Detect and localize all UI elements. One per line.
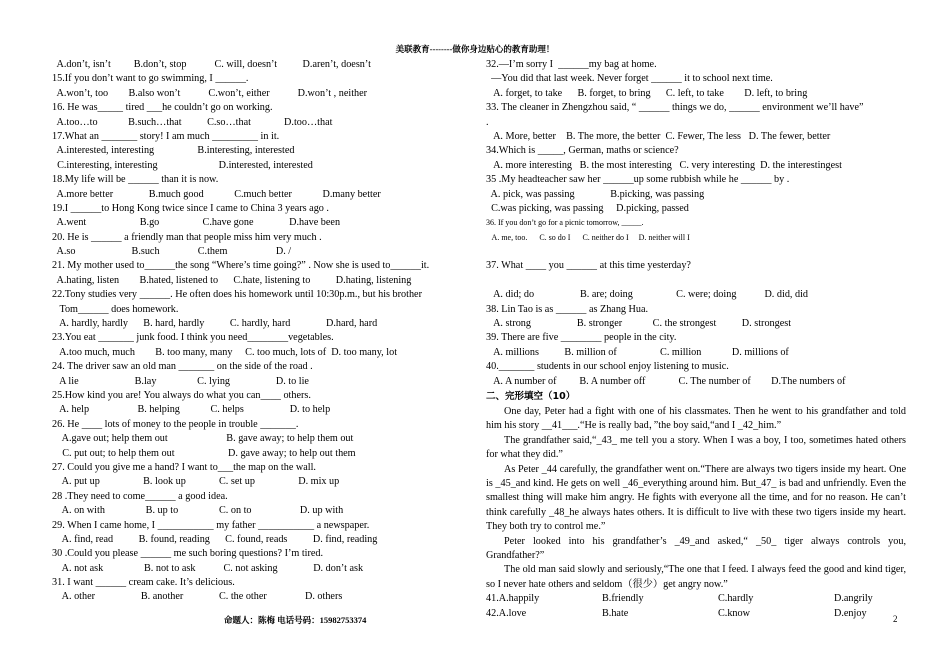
question-line: 35 .My headteacher saw her ______up some rubbish while he ______ by . [486,174,790,186]
right-column [486,58,906,621]
question-line: A.too much, much B. too many, many C. too much, lots of D. too many, lot [52,346,398,358]
question-line: A.don’t, isn’t B.don’t, stop C. will, doesn’t D.aren’t, doesn’t [52,59,371,70]
question-line: —You did that last week. Never forget ______ it to school next time. [486,73,773,85]
question-line: A. A number of B. A number off C. The number of D.The numbers of [486,375,846,387]
question-line: C.interesting, interesting D.interested, interested [52,159,313,171]
question-line: 32.—I’m sorry I ______my bag at home. [486,59,657,70]
question-line: A. me, too. C. so do I C. neither do I D. neither will I [486,232,690,242]
question-line: A.too…to B.such…that C.so…that D.too…that [52,116,333,128]
question-line: A.won’t, too B.also won’t C.won’t, either D.won’t , neither [52,87,368,99]
cloze-paragraph: The old man said slowly and seriously,“The one that I feed. I always feed the good and kind tiger, so I never hate others and seldom（很少）get angry now.” [486,564,906,590]
question-line [486,274,906,288]
question-line: Tom______ does homework. [52,303,179,315]
question-line: 30 .Could you please ______ me such boring questions? I’m tired. [52,548,324,560]
question-line [486,245,906,259]
question-line: 27. Could you give me a hand? I want to___the map on the wall. [52,461,316,473]
question-line: 28 .They need to come______ a good idea. [52,490,228,502]
option-d: D.angrily [834,593,873,605]
question-line: A. pick, was passing B.picking, was passing [486,188,705,200]
cloze-paragraph: One day, Peter had a fight with one of his classmates. Then he went to his grandfather and told him his story __41___.“He is really bad，”the boy said,“and I _42_him.” [486,405,906,432]
question-line: A. More, better B. The more, the better C. Fewer, The less D. The fewer, better [486,130,831,142]
question-line: 31. I want ______ cream cake. It’s delicious. [52,577,235,589]
question-line: 20. He is ______ a friendly man that people miss him very much . [52,231,322,243]
option-row [486,607,906,621]
question-line: A. on with B. up to C. on to D. up with [52,505,344,517]
question-line: A. other B. another C. the other D. others [52,591,343,603]
question-line: 26. He ____ lots of money to the people in trouble _______. [52,418,299,430]
question-line: A. not ask B. not to ask C. not asking D. don’t ask [52,562,364,574]
question-line: 29. When I came home, I ___________ my father ___________ a newspaper. [52,519,370,531]
question-line: A. hardly, hardly B. hard, hardly C. hardly, hard D.hard, hard [52,318,378,330]
question-line: A. millions B. million of C. million D. millions of [486,346,789,358]
option-c: C.hardly [718,593,754,605]
cloze-paragraph: As Peter _44 carefully, the grandfather went on.“There are always two tigers inside my heart. One is _45_and kind. He gets on well _46_everything around him. But_47_ is bad and unfriendly. Even the smallest thing will make him angry. He fights with everyone all the time, and for no reason. He can’t think carefully _48_he always hates others. It is difficult to live with these two tigers inside my heart. They both try to control me.” [486,463,906,533]
question-line: 18.My life will be ______ than it is now. [52,174,219,186]
question-line: 21. My mother used to______the song “Where’s time going?” . Now she is used to______it. [52,260,430,272]
page-header: 美联教育--------做你身边贴心的教育助理！ [395,44,555,54]
question-line: 22.Tony studies very ______. He often does his homework until 10:30p.m., but his brother [52,289,422,301]
question-line: A.interested, interesting B.interesting, interested [52,145,295,157]
question-line: A.more better B.much good C.much better D.many better [52,188,381,200]
option-a: 41.A.happily [486,593,540,605]
question-line: 19.I ______to Hong Kong twice since I came to China 3 years ago . [52,202,329,214]
question-line: 15.If you don’t want to go swimming, I ______. [52,73,249,85]
question-line: A. put up B. look up C. set up D. mix up [52,476,340,488]
question-line: 34.Which is _____, German, maths or science? [486,145,679,157]
question-line: A.went B.go C.have gone D.have been [52,217,341,229]
question-line: A.gave out; help them out B. gave away; to help them out [52,433,354,445]
question-line: A. find, read B. found, reading C. found, reads D. find, reading [52,533,378,545]
question-line: . [486,116,489,128]
question-line: A.so B.such C.them D. / [52,246,292,258]
cloze-paragraph: The grandfather said,“_43_ me tell you a story. When I was a boy, I too, sometimes hated others for what they did.” [486,434,906,461]
question-line: A. strong B. stronger C. the strongest D. strongest [486,318,792,330]
option-row [486,592,906,606]
option-a: 42.A.love [486,607,527,619]
question-line: 25.How kind you are! You always do what you can____ others. [52,389,311,401]
cloze-paragraph: Peter looked into his grandfather’s _49_and asked,“ _50_ tiger always controls you, Grandfather?” [486,535,906,562]
question-line: A. more interesting B. the most interesting C. very interesting D. the interestingest [486,159,842,171]
question-line: A.hating, listen B.hated, listened to C.hate, listening to D.hating, listening [52,274,412,286]
cloze-passage [486,405,906,592]
question-line: A lie B.lay C. lying D. to lie [52,375,309,387]
left-column [52,58,472,605]
questions-32-40 [486,58,906,389]
question-line: 39. There are five ________ people in the city. [486,332,677,344]
option-b: B.hate [602,607,629,619]
question-line: 17.What an _______ story! I am much _________ in it. [52,130,280,142]
question-line: 24. The driver saw an old man _______ on the side of the road . [52,361,313,373]
option-b: B.friendly [602,593,644,605]
page-number: 2 [893,614,898,624]
footer-author: 命题人：陈梅 电话号码：15982753374 [224,615,367,625]
question-line: A. forget, to take B. forget, to bring C. left, to take D. left, to bring [486,87,808,99]
question-line: 37. What ____ you ______ at this time yesterday? [486,260,691,272]
cloze-options [486,592,906,621]
question-line: 40._______ students in our school enjoy listening to music. [486,361,729,373]
question-line: C. put out; to help them out D. gave away; to help out them [52,447,356,459]
question-line: A. help B. helping C. helps D. to help [52,404,331,416]
question-line: 16. He was_____ tired ___he couldn’t go on working. [52,102,273,114]
question-line: 33. The cleaner in Zhengzhou said, “ ______ things we do, ______ environment we’ll have” [486,102,864,114]
question-line: C.was picking, was passing D.picking, passed [486,202,689,214]
question-line: 36. If you don’t go for a picnic tomorrow, _____. [486,218,644,228]
section-title: 二、完形填空（10） [486,390,576,402]
question-line: 23.You eat _______ junk food. I think you need________vegetables. [52,332,334,344]
option-c: C.know [718,607,750,619]
question-line: 38. Lin Tao is as ______ as Zhang Hua. [486,303,649,315]
question-line: A. did; do B. are; doing C. were; doing D. did, did [486,289,809,301]
option-d: D.enjoy [834,607,867,619]
